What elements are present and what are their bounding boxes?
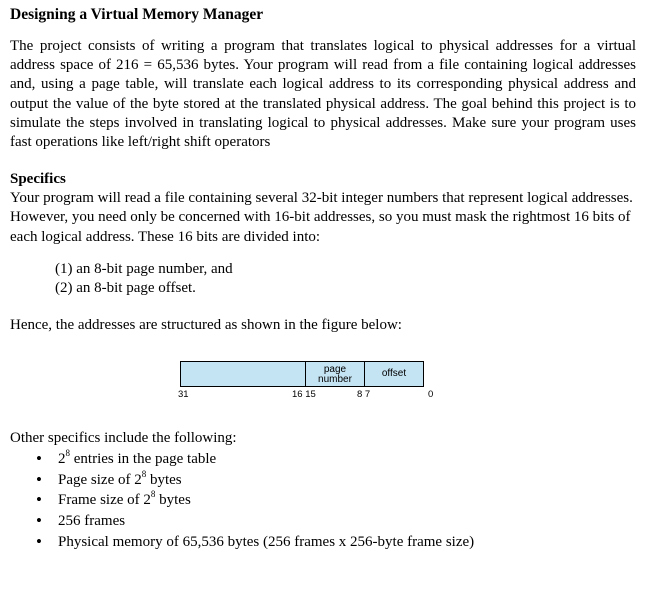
other-specifics-intro: Other specifics include the following: — [10, 430, 237, 446]
list-item: • Physical memory of 65,536 bytes (256 frames x 256-byte frame size) — [36, 532, 636, 553]
document-body — [10, 5, 636, 335]
page-number-label: page number — [318, 364, 352, 385]
list-item: • $2^8$ entries in the page table — [36, 449, 636, 470]
document-title: Designing a Virtual Memory Manager — [10, 6, 264, 23]
address-division-list — [55, 260, 636, 298]
upper-bits-segment — [180, 361, 306, 387]
list-item: • 256 frames — [36, 511, 636, 532]
other-specifics-list — [10, 449, 636, 553]
address-structure-figure — [170, 356, 440, 406]
list-item: • Frame size of $2^8$ bytes — [36, 490, 636, 511]
figure-intro-text: Hence, the addresses are structured as shown in the figure below: — [10, 317, 402, 334]
bit-label-8-7: 8 7 — [357, 389, 371, 400]
intro-paragraph: The project consists of writing a program that translates logical to physical addresses for a virtual address space of 216 = 65,536 bytes. Your program will read from a file containing logical addresses and, using a page table, will translate each logical address to its corresponding physical address and output the value of the byte stored at the translated physical address. The goal behind this project is to simulate the steps involved in translating logical to physical addresses. Make sure your program uses fast operations like left/right shift operators — [10, 38, 636, 151]
list-item: • Page size of $2^8$ bytes — [36, 470, 636, 491]
list-item: (1) an 8-bit page number, and — [55, 260, 233, 277]
specifics-paragraph: Your program will read a file containing several 32-bit integer numbers that represent logical addresses. However, you need only be concerned with 16-bit addresses, so you must mask the rightmost 16 bits of each logical address. These 16 bits are divided into: — [10, 190, 633, 245]
other-specifics — [10, 428, 636, 553]
specifics-heading: Specifics — [10, 171, 66, 188]
offset-label: offset — [381, 368, 407, 379]
bit-label-31: 31 — [178, 389, 189, 400]
bit-label-0: 0 — [428, 389, 434, 400]
list-item: (2) an 8-bit page offset. — [55, 280, 196, 297]
bit-label-16-15: 16 15 — [292, 389, 316, 400]
